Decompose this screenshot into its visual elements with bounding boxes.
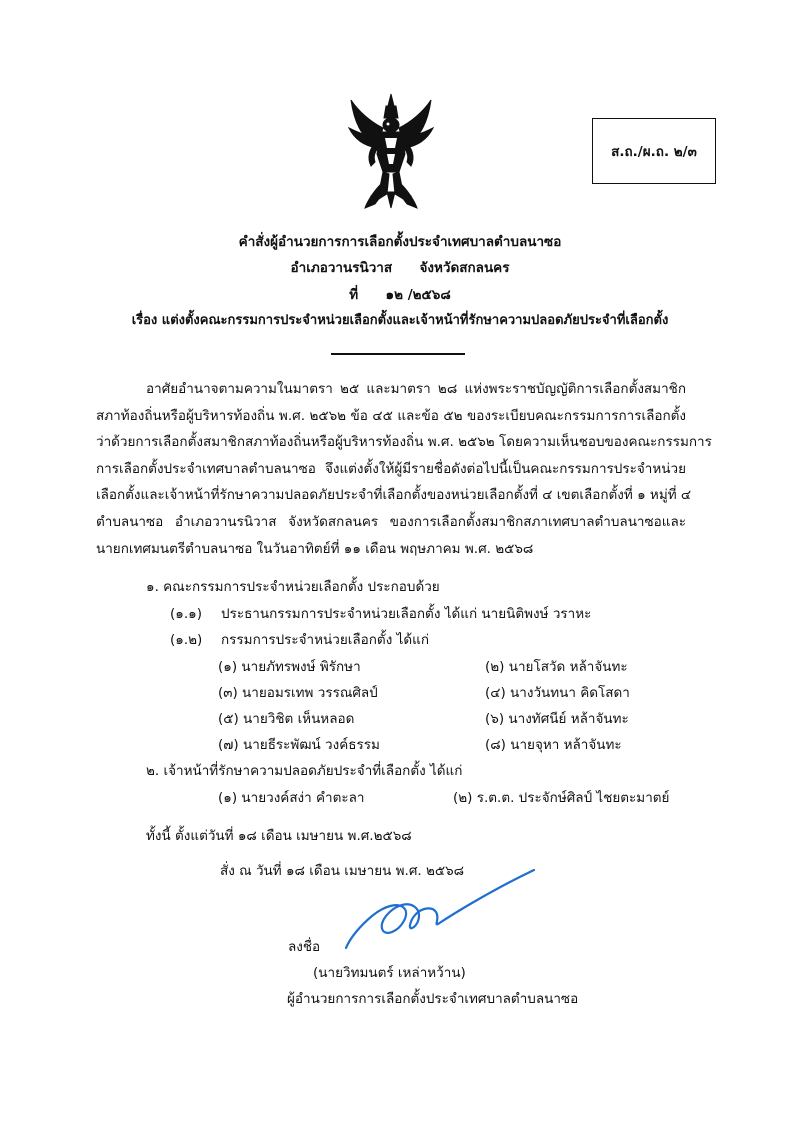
order-subject: เรื่อง แต่งตั้งคณะกรรมการประจำหน่วยเลือกตั้งและเจ้าหน้าที่รักษาความปลอดภัยประจำที่เลือกตั้ง [131, 313, 669, 328]
committee-member: (๘) นายจุหา หล้าจันทะ [485, 737, 622, 753]
body-line-2: สภาท้องถิ่นหรือผู้บริหารท้องถิ่น พ.ศ. ๒๕๖๒ ข้อ ๔๕ และข้อ ๕๒ ของระเบียบคณะกรรมการการเลือกตั้ง [96, 408, 686, 424]
committee-member: (๖) นางทัศนีย์ หล้าจันทะ [485, 711, 629, 727]
order-number [0, 283, 800, 305]
security-officer: (๒) ร.ต.ต. ประจักษ์ศิลป์ ไชยตะมาตย์ [453, 790, 670, 806]
security-officer: (๑) นายวงค์สง่า คำตะลา [218, 790, 365, 806]
province: จังหวัดสกลนคร [419, 260, 510, 276]
body-line-4: การเลือกตั้งประจำเทศบาลตำบลนาซอ จึงแต่งตั้งให้ผู้มีรายชื่อดังต่อไปนี้เป็นคณะกรรมการประจำหน่วย [96, 461, 686, 477]
document-code-box [592, 118, 716, 184]
body-line-7: นายกเทศมนตรีตำบลนาซอ ในวันอาทิตย์ที่ ๑๑ เดือน พฤษภาคม พ.ศ. ๒๕๖๘ [96, 541, 534, 557]
header-divider [331, 353, 465, 355]
committee-member: (๓) นายอมรเทพ วรรณศิลป์ [218, 685, 378, 701]
effective-date: ทั้งนี้ ตั้งแต่วันที่ ๑๘ เดือน เมษายน พ.ศ.๒๕๖๘ [146, 828, 412, 844]
section1-heading: ๑. คณะกรรมการประจำหน่วยเลือกตั้ง ประกอบด้วย [146, 579, 440, 595]
ordered-date: สั่ง ณ วันที่ ๑๘ เดือน เมษายน พ.ศ. ๒๕๖๘ [220, 863, 465, 879]
order-title: คำสั่งผู้อำนวยการการเลือกตั้งประจำเทศบาลตำบลนาซอ [238, 234, 562, 250]
order-number-value: ๑๒ /๒๕๖๘ [385, 287, 451, 303]
order-location [0, 256, 800, 278]
signer-name: (นายวิทมนตร์ เหล่าหว้าน) [313, 965, 466, 981]
committee-member: (๑) นายภัทรพงษ์ พิรักษา [218, 659, 361, 675]
section1-sub1-number: (๑.๑) [170, 606, 202, 622]
order-number-label: ที่ [349, 287, 359, 303]
garuda-emblem-icon [345, 92, 437, 210]
signature-label: ลงชื่อ [288, 939, 321, 955]
section1-sub2-number: (๑.๒) [170, 632, 203, 648]
district: อำเภอวานรนิวาส [290, 260, 393, 276]
signer-position: ผู้อำนวยการการเลือกตั้งประจำเทศบาลตำบลนาซอ [287, 991, 579, 1007]
committee-member: (๕) นายวิชิต เห็นหลอด [218, 711, 355, 727]
body-line-5: เลือกตั้งและเจ้าหน้าที่รักษาความปลอดภัยประจำที่เลือกตั้งของหน่วยเลือกตั้งที่ ๔ เขตเลือกตั้งที่ ๑ หมู่ที่ ๔ [96, 487, 692, 503]
committee-member: (๗) นายธีระพัฒน์ วงค์ธรรม [218, 737, 380, 753]
section1-sub2-text: กรรมการประจำหน่วยเลือกตั้ง ได้แก่ [221, 632, 430, 648]
section1-sub1-text: ประธานกรรมการประจำหน่วยเลือกตั้ง ได้แก่ นายนิติพงษ์ วราหะ [221, 606, 592, 622]
section2-heading: ๒. เจ้าหน้าที่รักษาความปลอดภัยประจำที่เลือกตั้ง ได้แก่ [146, 763, 463, 779]
committee-member: (๔) นางวันทนา คิดโสดา [485, 685, 630, 701]
body-line-1: อาศัยอำนาจตามความในมาตรา ๒๕ และมาตรา ๒๘ แห่งพระราชบัญญัติการเลือกตั้งสมาชิก [146, 381, 686, 397]
body-line-3: ว่าด้วยการเลือกตั้งสมาชิกสภาท้องถิ่นหรือผู้บริหารท้องถิ่น พ.ศ. ๒๕๖๒ โดยความเห็นชอบของคณะกรรมการ [96, 434, 712, 450]
document-code: ส.ถ./ผ.ถ. ๒/๓ [611, 144, 697, 160]
signature-icon [338, 868, 538, 954]
committee-member: (๒) นายโสวัด หล้าจันทะ [485, 659, 628, 675]
body-line-6: ตำบลนาซอ อำเภอวานรนิวาส จังหวัดสกลนคร ของการเลือกตั้งสมาชิกสภาเทศบาลตำบลนาซอและ [96, 514, 686, 530]
